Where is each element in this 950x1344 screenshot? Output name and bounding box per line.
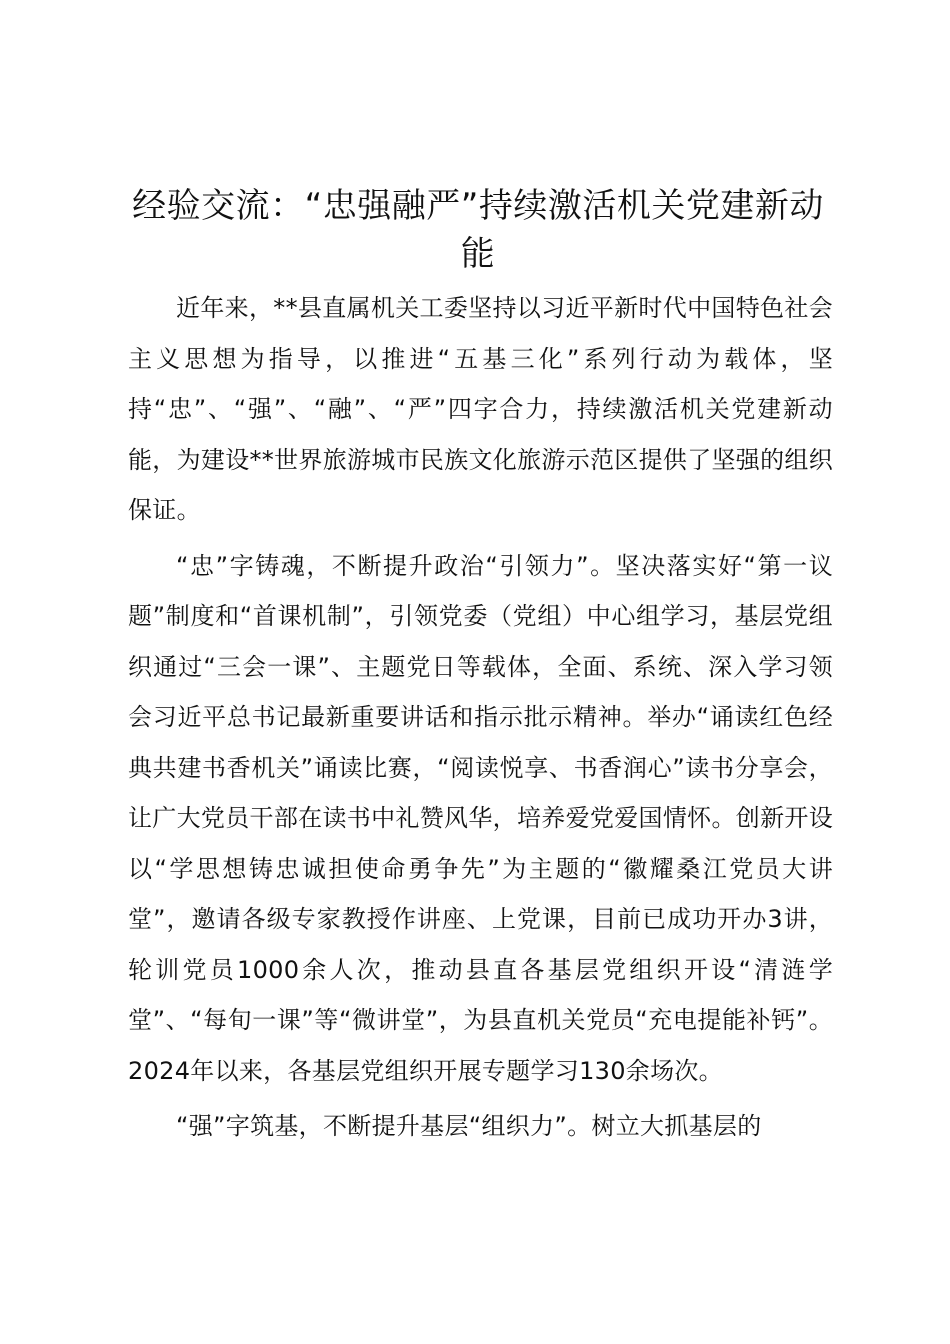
- document-body: [128, 283, 833, 1157]
- document-title: 经验交流：“忠强融严”持续激活机关党建新动能: [132, 186, 824, 274]
- paragraph-strength: “强”字筑基，不断提升基层“组织力”。树立大抓基层的: [176, 1112, 762, 1140]
- paragraph-loyalty: “忠”字铸魂，不断提升政治“引领力”。坚决落实好“第一议题”制度和“首课机制”，引领党委（党组）中心组学习，基层党组织通过“三会一课”、主题党日等载体，全面、系统、深入学习领会习近平总书记最新重要讲话和指示批示精神。举办“诵读红色经典共建书香机关”诵读比赛，“阅读悦享、书香润心”读书分享会，让广大党员干部在读书中礼赞风华，培养爱党爱国情怀。创新开设以“学思想铸忠诚担使命勇争先”为主题的“徽耀桑江党员大讲堂”，邀请各级专家教授作讲座、上党课，目前已成功开办3讲，轮训党员1000余人次，推动县直各基层党组织开设“清涟学堂”、“每旬一课”等“微讲堂”，为县直机关党员“充电提能补钙”。2024年以来，各基层党组织开展专题学习130余场次。: [128, 551, 833, 1085]
- paragraph-intro: 近年来，**县直属机关工委坚持以习近平新时代中国特色社会主义思想为指导，以推进“五基三化”系列行动为载体，坚持“忠”、“强”、“融”、“严”四字合力，持续激活机关党建新动能，为建设**世界旅游城市民族文化旅游示范区提供了坚强的组织保证。: [128, 294, 833, 524]
